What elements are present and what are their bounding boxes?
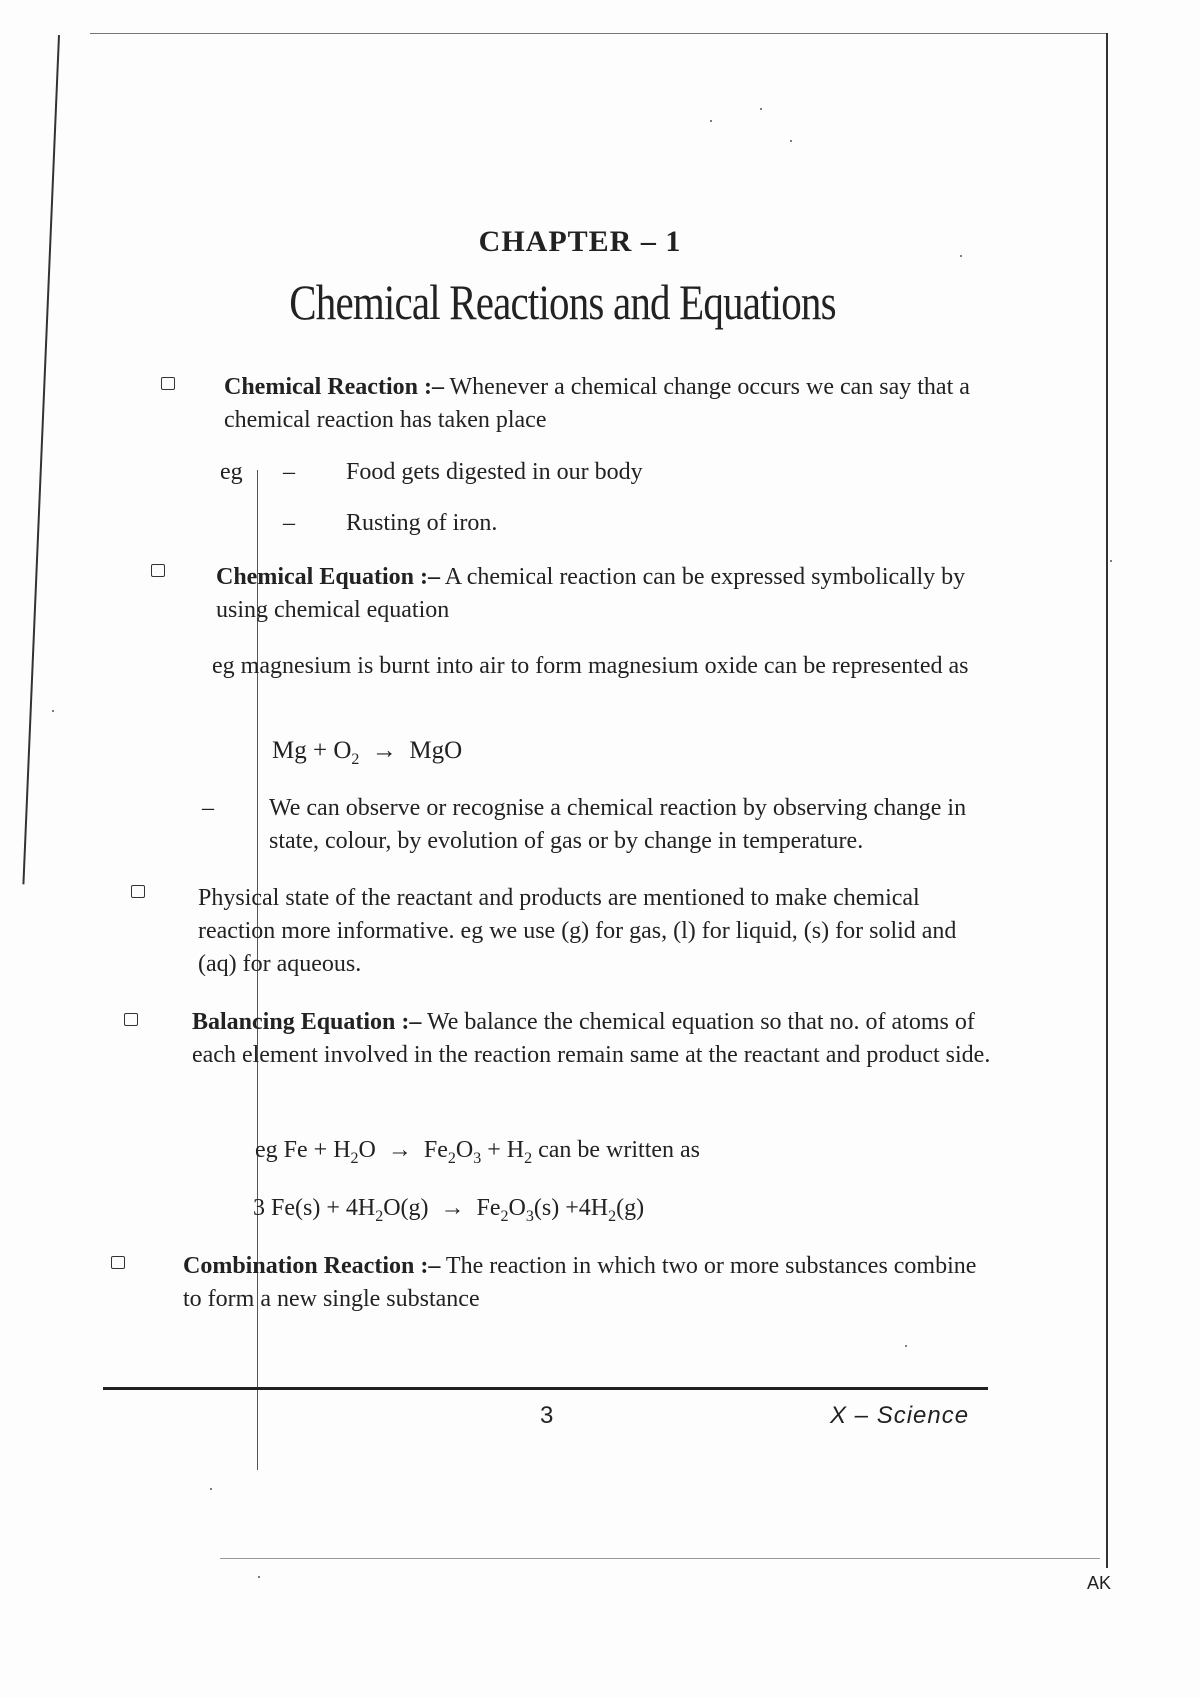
scan-speck bbox=[258, 1576, 260, 1578]
right-border-line bbox=[1106, 33, 1108, 1568]
checkbox-bullet-icon bbox=[111, 1256, 125, 1269]
left-border-line bbox=[22, 35, 60, 884]
combination-paragraph bbox=[183, 1250, 994, 1316]
dash-2: – bbox=[283, 510, 295, 536]
footer-subject: X – Science bbox=[830, 1402, 970, 1429]
scan-speck bbox=[1110, 560, 1112, 562]
observation-note: We can observe or recognise a chemical reaction by observing change in state, colour, by evolution of gas or by change in temperature. bbox=[269, 795, 967, 854]
scan-speck bbox=[960, 255, 962, 257]
magnesium-equation: $Mg + O_2$ → MgO bbox=[272, 737, 463, 768]
chapter-label: CHAPTER – 1 bbox=[478, 225, 682, 258]
scan-speck bbox=[790, 140, 792, 142]
example-item: Food gets digested in our body bbox=[346, 459, 643, 485]
checkbox-bullet-icon bbox=[124, 1013, 138, 1026]
chemical-equation-term: Chemical Equation :– bbox=[216, 564, 441, 590]
footer-rule bbox=[103, 1387, 988, 1390]
chemical-reaction-paragraph bbox=[224, 371, 994, 437]
combination-text: The reaction in which two or more substances combine to form a new single substance bbox=[183, 1253, 977, 1312]
written-as-text: can be written as bbox=[538, 1137, 701, 1163]
combination-term: Combination Reaction :– bbox=[183, 1253, 441, 1279]
chemical-reaction-text: Whenever a chemical change occurs we can say that a chemical reaction has taken place bbox=[224, 374, 970, 433]
scan-speck bbox=[210, 1488, 212, 1490]
page-number: 3 bbox=[540, 1402, 554, 1429]
eg-label: eg bbox=[220, 459, 243, 485]
scan-speck bbox=[905, 1345, 907, 1347]
dash-1: – bbox=[283, 459, 295, 485]
chapter-title: Chemical Reactions and Equations bbox=[289, 274, 836, 330]
checkbox-bullet-icon bbox=[151, 564, 165, 577]
balancing-term: Balancing Equation :– bbox=[192, 1009, 422, 1035]
scan-speck bbox=[710, 120, 712, 122]
balancing-paragraph bbox=[192, 1006, 994, 1072]
margin-mark: AK bbox=[1087, 1573, 1112, 1593]
checkbox-bullet-icon bbox=[131, 885, 145, 898]
scan-speck bbox=[760, 108, 762, 110]
example-item: Rusting of iron. bbox=[346, 510, 498, 536]
balancing-text: We balance the chemical equation so that no. of atoms of each element involved in the reaction remain same at the reactant and product side. bbox=[192, 1009, 991, 1068]
dash-3: – bbox=[202, 795, 214, 821]
scan-speck bbox=[52, 710, 54, 712]
chemical-reaction-term: Chemical Reaction :– bbox=[224, 374, 444, 400]
unbalanced-equation: eg $Fe + H_2O \to Fe_2O_3 + H_2$ can be written as bbox=[255, 1137, 701, 1167]
top-border-line bbox=[90, 33, 1106, 34]
chemical-equation-text: A chemical reaction can be expressed symbolically by using chemical equation bbox=[216, 564, 966, 623]
magnesium-example-text: eg magnesium is burnt into air to form magnesium oxide can be represented as bbox=[212, 653, 969, 679]
chemical-equation-paragraph bbox=[216, 561, 994, 627]
bottom-border-line bbox=[220, 1558, 1100, 1559]
balanced-equation: 3 $Fe(s) + 4H_2O(g) \to Fe_2O_3(s) +4H_2(g)$ bbox=[253, 1195, 645, 1225]
checkbox-bullet-icon bbox=[161, 377, 175, 390]
physical-state-paragraph: Physical state of the reactant and products are mentioned to make chemical reaction more informative. eg we use (g) for gas, (l) for liquid, (s) for solid and (aq) for aqueous. bbox=[198, 885, 957, 977]
